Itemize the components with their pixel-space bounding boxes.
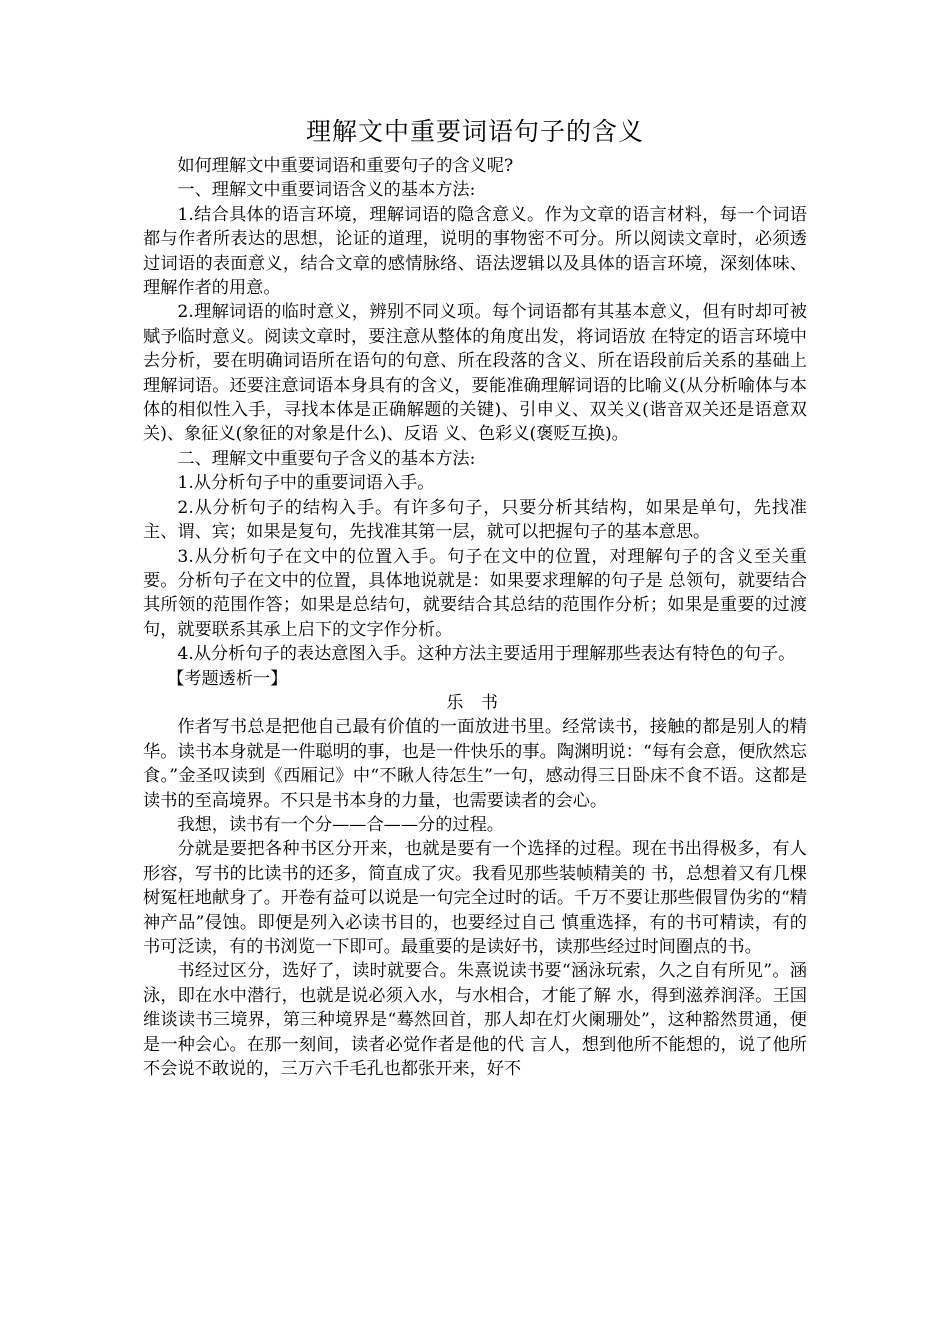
method-paragraph: 2.理解词语的临时意义，辨别不同义项。每个词语都有其基本意义，但有时却可被赋予临时意义。阅读文章时，要注意从整体的角度出发，将词语放 在特定的语言环境中去分析，要在明确词语所在语句的句意、所在段落的含义、所在语段前后关系的基础上理解词语。还要注意词语本身具有的含义，要能准确理解词语的比喻义(从分析喻体与本体的相似性入手，寻找本体是正确解题的关键)、引申义、双关义(谐音双关还是语意双关)、象征义(象征的对象是什么)、反语 义、色彩义(褒贬互换)。 [143, 302, 807, 445]
section-heading-sentences: 二、理解文中重要句子含义的基本方法: [177, 448, 476, 469]
section-heading-words: 一、理解文中重要词语含义的基本方法: [177, 180, 476, 201]
passage-paragraph: 我想，读书有一个分——合——分的过程。 [177, 814, 504, 835]
document-title: 理解文中重要词语句子的含义 [305, 117, 644, 146]
method-paragraph: 3.从分析句子在文中的位置入手。句子在文中的位置，对理解句子的含义至关重要。分析句子在文中的位置，具体地说就是：如果要求理解的句子是 总领句，就要结合其所领的范围作答；如果是总结句，就要结合其总结的范围作分析；如果是重要的过渡句，就要联系其承上启下的文字作分析。 [143, 546, 807, 640]
intro-question: 如何理解文中重要词语和重要句子的含义呢? [177, 156, 514, 176]
passage-title: 乐 书 [446, 692, 504, 713]
method-paragraph: 4.从分析句子的表达意图入手。这种方法主要适用于理解那些表达有特色的句子。 [177, 644, 796, 665]
passage-paragraph: 书经过区分，选好了，读时就要合。朱熹说读书要“涵泳玩索，久之自有所见”。涵泳，即在水中潜行，也就是说必须入水，与水相合，才能了解 水，得到滋养润泽。王国维谈读书三境界，第三种境界是“蓦然回首，那人却在灯火阑珊处”，这种豁然贯通，便是一种会心。在那一刻间，读者必觉作者是他的代 言人，想到他所不能想的，说了他所不会说不敢说的，三万六千毛孔也都张开来，好不 [143, 961, 807, 1080]
method-paragraph: 1.结合具体的语言环境，理解词语的隐含意义。作为文章的语言材料，每一个词语都与作者所表达的思想，论证的道理，说明的事物密不可分。所以阅读文章时，必须透过词语的表面意义，结合文章的感情脉络、语法逻辑以及具体的语言环境，深刻体味、理解作者的用意。 [143, 204, 807, 299]
method-paragraph: 2.从分析句子的结构入手。有许多句子，只要分析其结构，如果是单句，先找准主、谓、宾；如果是复句，先找准其第一层，就可以把握句子的基本意思。 [143, 497, 807, 543]
exam-analysis-tag: 【考题透析一】 [167, 668, 288, 689]
document-page [143, 112, 807, 1081]
passage-paragraph: 作者写书总是把他自己最有价值的一面放进书里。经常读书，接触的都是别人的精华。读书本身就是一件聪明的事，也是一件快乐的事。陶渊明说：“每有会意，便欣然忘食。”金圣叹读到《西厢记》中“不瞅人待怎生”一句，感动得三日卧床不食不语。这都是读书的至高境界。不只是书本身的力量，也需要读者的会心。 [143, 717, 807, 811]
passage-paragraph: 分就是要把各种书区分开来，也就是要有一个选择的过程。现在书出得极多，有人形容，写书的比读书的还多，简直成了灾。我看见那些装帧精美的 书，总想着又有几棵树冤枉地献身了。开卷有益可以说是一句完全过时的话。千万不要让那些假冒伪劣的“精神产品”侵蚀。即便是列入必读书目的，也要经过自己 慎重选择，有的书可精读，有的书可泛读，有的书浏览一下即可。最重要的是读好书，读那些经过时间圈点的书。 [143, 839, 807, 957]
method-paragraph: 1.从分析句子中的重要词语入手。 [177, 473, 435, 494]
